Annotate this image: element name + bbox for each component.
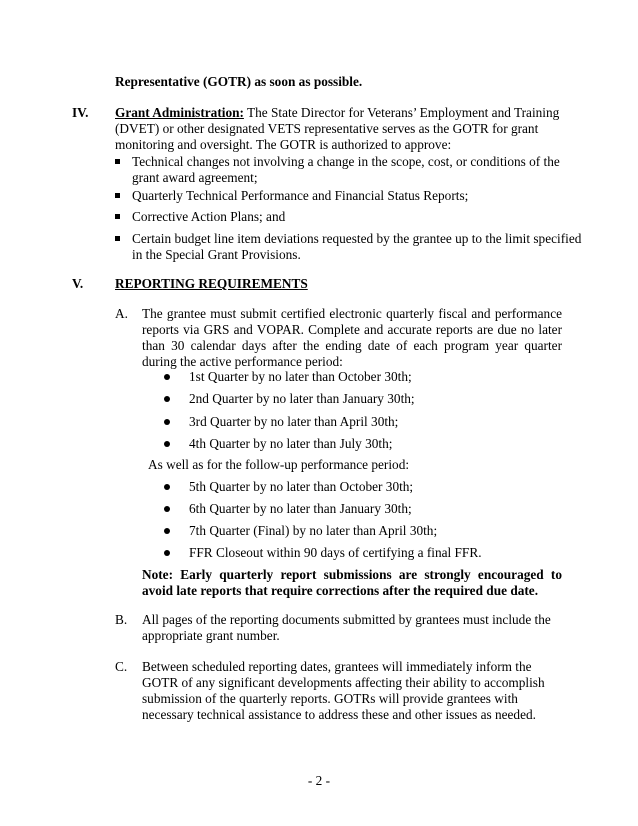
list-item-text: FFR Closeout within 90 days of certifying a final FFR. — [189, 545, 482, 560]
subsection-a-label: A. — [115, 306, 128, 321]
list-item — [115, 188, 582, 204]
section-iv-intro: The State Director for Veterans’ Employment and Training (DVET) or other designated VETS representative serves as the GOTR for grant monitoring and oversight. The GOTR is authorized to approve: — [115, 105, 560, 152]
section-v-number: V. — [72, 276, 84, 291]
list-item-text: Technical changes not involving a change in the scope, cost, or conditions of the grant award agreement; — [132, 154, 560, 185]
list-item-text: 7th Quarter (Final) by no later than April 30th; — [189, 523, 438, 538]
list-item-text: Quarterly Technical Performance and Financial Status Reports; — [132, 188, 469, 203]
section-v-heading: REPORTING REQUIREMENTS — [115, 276, 308, 291]
list-item — [164, 479, 589, 495]
list-item-text: 3rd Quarter by no later than April 30th; — [189, 414, 399, 429]
list-item — [164, 414, 589, 430]
list-item-text: 6th Quarter by no later than January 30th; — [189, 501, 412, 516]
list-item — [164, 501, 589, 517]
list-item — [164, 523, 589, 539]
bullet-icon — [164, 550, 170, 556]
square-bullet-icon — [115, 214, 120, 219]
continuation-text: Representative (GOTR) as soon as possible. — [115, 74, 363, 89]
list-item — [115, 231, 582, 263]
square-bullet-icon — [115, 236, 120, 241]
list-item-text: 2nd Quarter by no later than January 30th; — [189, 391, 415, 406]
subsection-b-text: All pages of the reporting documents submitted by grantees must include the appropriate grant number. — [142, 612, 551, 643]
list-item-text: 4th Quarter by no later than July 30th; — [189, 436, 393, 451]
list-item-text: 1st Quarter by no later than October 30th; — [189, 369, 412, 384]
followup-label: As well as for the follow-up performance period: — [148, 457, 410, 472]
subsection-c-text: Between scheduled reporting dates, grantees will immediately inform the GOTR of any significant developments affecting their ability to accomplish submission of the quarterly reports. GOTRs will provide grantees with necessary technical assistance to address these and other issues as needed. — [142, 659, 545, 722]
list-item-text: 5th Quarter by no later than October 30th; — [189, 479, 414, 494]
bullet-icon — [164, 396, 170, 402]
square-bullet-icon — [115, 159, 120, 164]
bullet-icon — [164, 528, 170, 534]
bullet-icon — [164, 419, 170, 425]
page-number: - 2 - — [307, 773, 331, 788]
section-iv-paragraph — [115, 105, 565, 153]
bullet-icon — [164, 506, 170, 512]
subsection-b-label: B. — [115, 612, 128, 627]
bullet-icon — [164, 374, 170, 380]
list-item — [115, 154, 582, 186]
bullet-icon — [164, 484, 170, 490]
early-submission-note: Note: Early quarterly report submissions are strongly encouraged to avoid late reports that require corrections after the required due date. — [142, 567, 562, 598]
section-iv-number: IV. — [72, 105, 89, 120]
bullet-icon — [164, 441, 170, 447]
list-item-text: Certain budget line item deviations requested by the grantee up to the limit specified in the Special Grant Provisions. — [132, 231, 582, 262]
list-item — [164, 545, 589, 561]
square-bullet-icon — [115, 193, 120, 198]
section-iv-heading: Grant Administration: — [115, 105, 244, 120]
list-item — [164, 391, 589, 407]
subsection-a-text: The grantee must submit certified electronic quarterly fiscal and performance reports via GRS and VOPAR. Complete and accurate reports are due no later than 30 calendar days after the ending date of each program year quarter during the active performance period: — [142, 306, 562, 369]
list-item-text: Corrective Action Plans; and — [132, 209, 286, 224]
list-item — [164, 369, 589, 385]
subsection-c-label: C. — [115, 659, 128, 674]
list-item — [164, 436, 589, 452]
list-item — [115, 209, 582, 225]
